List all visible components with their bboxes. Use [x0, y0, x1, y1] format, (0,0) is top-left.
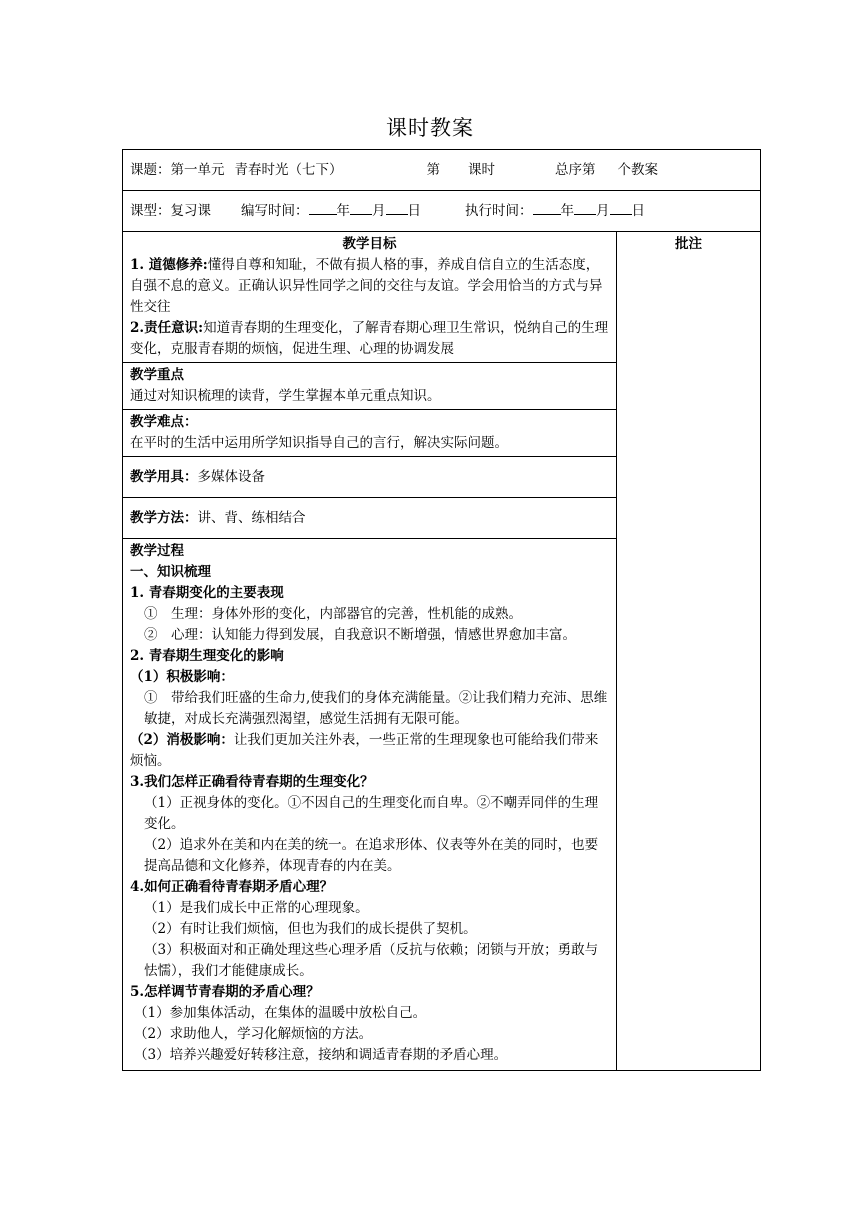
difficulties-text: 在平时的生活中运用所学知识指导自己的言行，解决实际问题。: [130, 435, 508, 451]
header-row-topic: [123, 150, 761, 191]
key-points-heading: 教学重点: [130, 367, 184, 383]
write-year-unit: 年: [336, 202, 350, 219]
process-part-1: 一、知识梳理: [130, 564, 211, 580]
key-points-text: 通过对知识梳理的读背，学生掌握本单元重点知识。: [130, 388, 441, 404]
methods-label: 教学方法：: [130, 509, 198, 526]
question-5-point-c: （3）培养兴趣爱好转移注意，接纳和调适青春期的矛盾心理。: [134, 1047, 508, 1063]
objective-1-label: 1. 道德修养:: [130, 257, 208, 273]
write-day-unit: 日: [407, 202, 421, 219]
question-2: 2. 青春期生理变化的影响: [130, 648, 284, 664]
question-2-negative-label: （2）消极影响：: [130, 732, 234, 748]
question-2-negative-text: 让我们更加关注外表，一些正常的生理现象也可能给我们带来烦恼。: [130, 732, 599, 769]
question-1-point-a: ① 生理：身体外形的变化，内部器官的完善，性机能的成熟。: [144, 606, 522, 622]
lesson-type: 课型：复习课: [130, 202, 211, 219]
question-2-positive-label: （1）积极影响：: [130, 669, 234, 685]
topic-value: 青春时光（七下）: [234, 161, 343, 178]
question-4-point-a: （1）是我们成长中正常的心理现象。: [144, 900, 369, 916]
question-4: 4.如何正确看待青春期矛盾心理？: [130, 879, 334, 895]
question-4-point-c: （3）积极面对和正确处理这些心理矛盾（反抗与依赖；闭锁与开放；勇敢与怯懦），我们才能健康成长。: [144, 942, 599, 979]
question-5-point-b: （2）求助他人，学习化解烦恼的方法。: [134, 1026, 373, 1042]
question-5-point-a: （1）参加集体活动，在集体的温暖中放松自己。: [134, 1005, 427, 1021]
exec-time-label: 执行时间：: [465, 202, 533, 219]
topic-label: 课题：第一单元: [130, 161, 225, 178]
question-1: 1. 青春期变化的主要表现: [130, 585, 284, 601]
notes-heading: 批注: [675, 236, 702, 252]
write-time-label: 编写时间：: [241, 202, 309, 219]
objective-2-text: 知道青春期的生理变化，了解青春期心理卫生常识，悦纳自己的生理变化，克服青春期的烦恼，促进生理、心理的协调发展: [130, 320, 609, 357]
difficulties-heading: 教学难点：: [130, 414, 198, 430]
notes-column: [617, 232, 761, 1071]
objective-1-text: 懂得自尊和知耻，不做有损人格的事，养成自信自立的生活态度，自强不息的意义。正确认识异性同学之间的交往与友谊。学会用恰当的方式与异性交往: [130, 257, 603, 315]
question-2-positive-text: ① 带给我们旺盛的生命力,使我们的身体充满能量。②让我们精力充沛、思维敏捷，对成长充满强烈渴望，感觉生活拥有无限可能。: [144, 690, 608, 727]
exec-month-blank: [574, 201, 596, 215]
question-2-negative: [130, 730, 609, 772]
objectives-heading: 教学目标: [342, 236, 397, 252]
objective-2-label: 2.责任意识:: [130, 320, 204, 336]
objectives-cell: [123, 232, 617, 363]
plan-count-label: 个教案: [617, 161, 658, 178]
write-month-blank: [350, 201, 372, 215]
lesson-plan-table: [122, 149, 761, 1071]
document-title: 课时教案: [386, 116, 474, 140]
question-3: 3.我们怎样正确看待青春期的生理变化？: [130, 774, 374, 790]
objectives-row: [123, 232, 761, 363]
lesson-hour-label: 课时: [468, 161, 495, 178]
question-3-point-a: （1）正视身体的变化。①不因自己的生理变化而自卑。②不嘲弄同伴的生理变化。: [144, 795, 599, 832]
objective-1: [130, 255, 609, 318]
question-4-point-b: （2）有时让我们烦恼，但也为我们的成长提供了契机。: [144, 921, 477, 937]
exec-day-blank: [610, 201, 632, 215]
write-year-blank: [309, 201, 337, 215]
methods-text: 讲、背、练相结合: [197, 509, 306, 526]
total-order-label: 总序第: [555, 161, 596, 178]
tools-label: 教学用具：: [130, 468, 198, 485]
exec-year-blank: [533, 201, 561, 215]
exec-day-unit: 日: [631, 202, 645, 219]
header-row-type: [123, 191, 761, 232]
question-1-point-b: ② 心理：认知能力得到发展，自我意识不断增强，情感世界愈加丰富。: [144, 627, 576, 643]
process-heading: 教学过程: [130, 543, 184, 559]
exec-year-unit: 年: [560, 202, 574, 219]
objective-2: [130, 318, 609, 360]
write-month-unit: 月: [372, 202, 386, 219]
question-3-point-b: （2）追求外在美和内在美的统一。在追求形体、仪表等外在美的同时，也要提高品德和文化修养，体现青春的内在美。: [144, 837, 599, 874]
lesson-number-label: 第: [426, 161, 440, 178]
question-5: 5.怎样调节青春期的矛盾心理？: [130, 984, 320, 1000]
exec-month-unit: 月: [596, 202, 610, 219]
tools-text: 多媒体设备: [197, 468, 265, 485]
write-day-blank: [386, 201, 408, 215]
